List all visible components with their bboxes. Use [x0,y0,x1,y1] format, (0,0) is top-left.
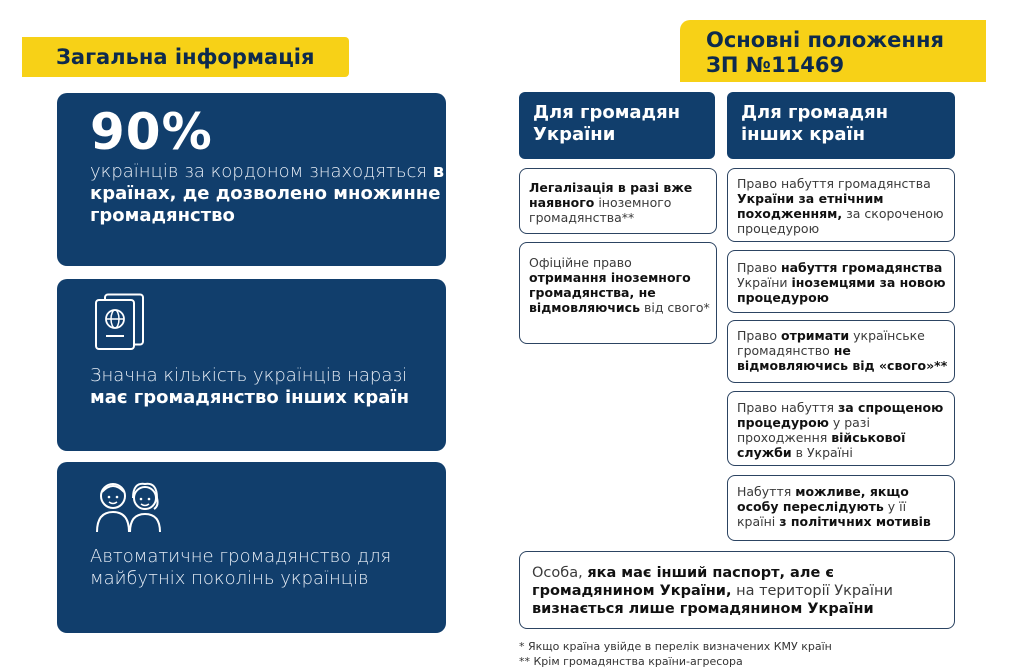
children-icon [93,476,165,534]
text: у її країні [737,499,907,529]
bold-text: набуття громадянства [780,260,943,275]
text: України [737,275,792,290]
provision-box [727,320,955,383]
provision-box [519,168,717,234]
bold-text: іноземцями за новою процедурою [737,275,946,305]
bold-text: не відмовляючись від «свого»** [737,343,948,373]
stat-card-90-percent [57,93,446,266]
text: Право набуття громадянства [737,176,931,191]
bold-text: Легалізація в разі вже наявного [529,180,693,210]
info-card-future-generations [57,462,446,633]
column-header-foreign-citizens: Для громадян інших країн [727,92,955,159]
provision-box [727,250,955,313]
stat-card-text: українців за кордоном знаходяться в країнах, де дозволено множинне громадянство [90,161,445,226]
text: Право [737,328,781,343]
provision-box [519,242,717,344]
text: Особа, [532,565,588,581]
general-info-title: Загальна інформація [22,37,349,77]
provision-box [727,168,955,242]
provision-box [727,475,955,541]
text: українське громадянство [737,328,925,358]
column-header-ukraine-citizens: Для громадян України [519,92,715,159]
bold-text: отримання іноземного громадянства, не відмовляючись [529,270,691,315]
footnote-2: ** Крім громадянства країни-агресора [519,655,743,668]
text: Набуття [737,484,796,499]
bold-text: отримати [780,328,850,343]
text: Офіційне право [529,255,632,270]
text: на території України [731,583,893,599]
text: іноземного громадянства** [529,195,672,225]
bold-text: за спрощеною процедурою [737,400,944,430]
info-card-text: Значна кількість українців наразі має громадянство інших країн [90,365,410,408]
bold-text: яка має інший паспорт, але є громадянином України, [532,565,834,599]
bold-text: України за етнічним походженням, [737,191,884,221]
bold-text: з політичних мотивів [779,514,931,529]
bold-text: військової служби [737,430,906,460]
main-provisions-title [680,20,986,82]
provision-box-bottom [519,551,955,629]
text: за скороченою процедурою [737,206,944,236]
text: Право [737,260,781,275]
main-provisions-title-line2: ЗП №11469 [706,53,845,77]
main-provisions-title-line1: Основні положення [706,28,944,52]
footnote-1: * Якщо країна увійде в перелік визначених КМУ країн [519,640,832,653]
big-number: 90% [90,103,213,161]
text: Право набуття [737,400,838,415]
info-card-text: Автоматичне громадянство для майбутніх поколінь українців [90,546,392,589]
text: від свого* [640,300,710,315]
text: в Україні [791,445,853,460]
text: у разі проходження [737,415,870,445]
bold-text: визнається лише громадянином України [532,601,874,617]
bold-text: можливе, якщо особу переслідують [737,484,909,514]
provision-box [727,391,955,466]
passport-icon [93,293,145,351]
info-card-dual-citizenship [57,279,446,451]
